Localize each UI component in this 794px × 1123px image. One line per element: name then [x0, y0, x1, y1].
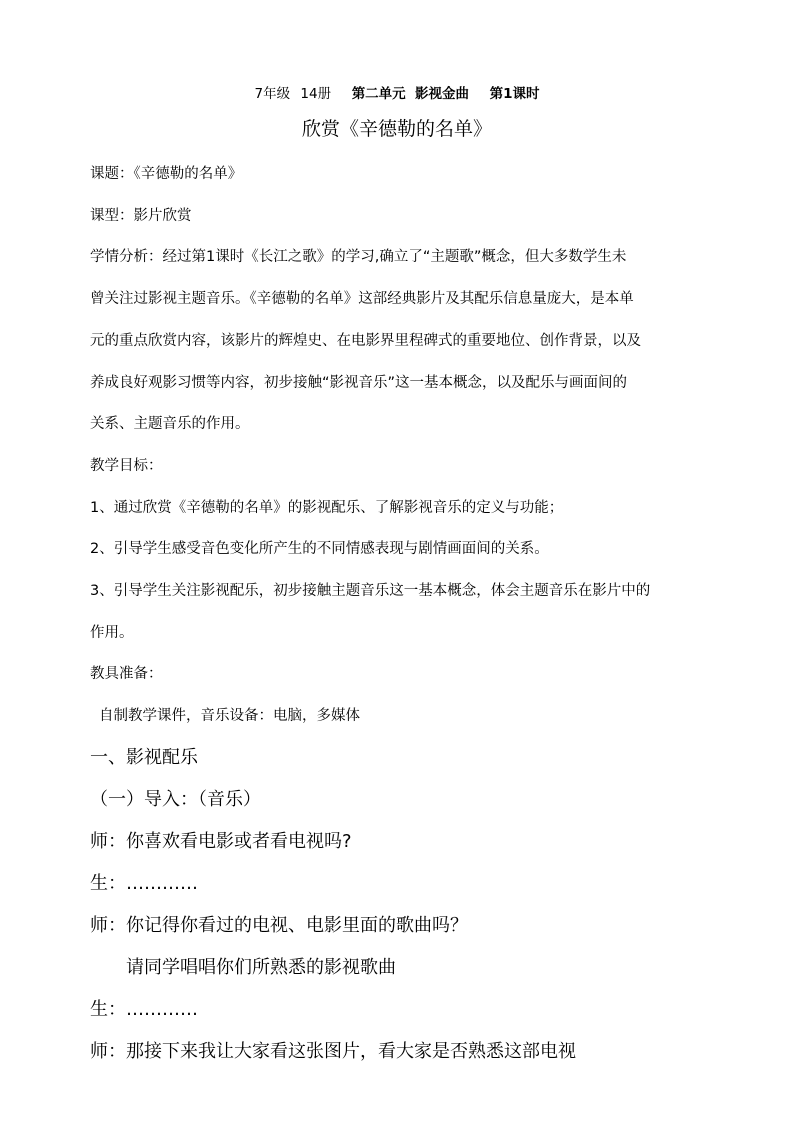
- dialogue-line-1: 师：你喜欢看电影或者看电视吗?: [90, 831, 352, 852]
- header-lesson: 第1课时: [489, 86, 540, 102]
- analysis-line-5: 关系、主题音乐的作用。: [90, 416, 250, 432]
- goal-3: 3、引导学生关注影视配乐，初步接触主题音乐这一基本概念，体会主题音乐在影片中的: [90, 583, 651, 599]
- lesson-header: [0, 82, 794, 102]
- analysis-line-3: 元的重点欣赏内容，该影片的辉煌史、在电影界里程碑式的重要地位、创作背景，以及: [90, 333, 641, 349]
- header-unit: 第二单元: [351, 86, 406, 102]
- dialogue-line-2: 生：…………: [90, 873, 198, 894]
- header-volume: 14册: [300, 86, 332, 102]
- header-unit-name: 影视金曲: [414, 86, 469, 102]
- section-heading: 一、影视配乐: [90, 747, 198, 768]
- prep-heading: 教具准备：: [90, 666, 163, 682]
- dialogue-line-3: 师：你记得你看过的电视、电影里面的歌曲吗？: [90, 915, 468, 936]
- dialogue-line-6: 师：那接下来我让大家看这张图片，看大家是否熟悉这部电视: [90, 1041, 576, 1062]
- analysis-line-2: 曾关注过影视主题音乐。《辛德勒的名单》这部经典影片及其配乐信息量庞大，是本单: [90, 291, 634, 307]
- analysis-line-1: 学情分析：经过第1课时《长江之歌》的学习,确立了“主题歌”概念，但大多数学生未: [90, 249, 627, 265]
- dialogue-line-5: 生：…………: [90, 999, 198, 1020]
- analysis-line-4: 养成良好观影习惯等内容，初步接触“影视音乐”这一基本概念，以及配乐与画面间的: [90, 375, 628, 391]
- header-grade: 7年级: [254, 86, 291, 102]
- goals-heading: 教学目标：: [90, 458, 163, 474]
- goal-2: 2、引导学生感受音色变化所产生的不同情感表现与剧情画面间的关系。: [90, 541, 549, 557]
- goal-3-cont: 作用。: [90, 625, 134, 641]
- goal-1: 1、通过欣赏《辛德勒的名单》的影视配乐、了解影视音乐的定义与功能；: [90, 500, 564, 516]
- type-field: 课型：影片欣赏: [90, 208, 192, 224]
- page-title: 欣赏《辛德勒的名单》: [301, 118, 492, 140]
- topic-field: 课题：《辛德勒的名单》: [90, 166, 243, 182]
- dialogue-line-4: 请同学唱唱你们所熟悉的影视歌曲: [126, 957, 396, 978]
- prep-text: 自制教学课件，音乐设备：电脑，多媒体: [99, 708, 360, 724]
- subsection-heading: （一）导入：（音乐）: [90, 789, 261, 810]
